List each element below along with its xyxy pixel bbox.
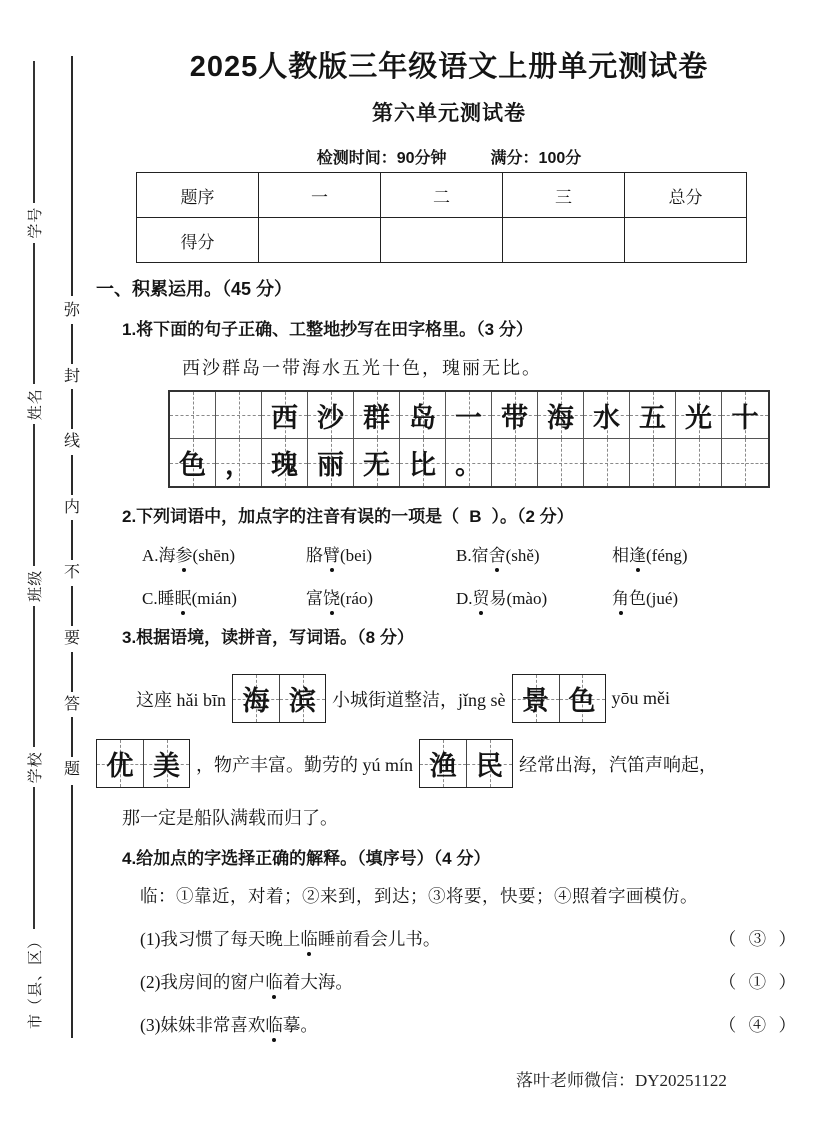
pinyin-answer-box	[419, 739, 513, 788]
q4-sentence: (2)我房间的窗户临着大海。	[140, 972, 353, 992]
tianzige-cell	[354, 392, 400, 439]
q4-sentence: (1)我习惯了每天晚上临睡前看会儿书。	[140, 929, 441, 949]
seal-char: 线	[63, 433, 80, 451]
page-subtitle: 第六单元测试卷	[372, 102, 526, 125]
dotted-char: 角	[612, 589, 629, 608]
seal-char: 内	[63, 498, 80, 516]
student-info-label-number: 学号	[27, 206, 44, 239]
handwritten-char: 光	[685, 402, 712, 433]
footer-note: 落叶老师微信：DY20251122	[516, 1071, 727, 1090]
page-title: 2025人教版三年级语文上册单元测试卷	[189, 51, 709, 83]
fill-in-blank-line	[33, 243, 35, 385]
tianzige-cell	[492, 439, 538, 486]
seal-line-dash	[71, 324, 73, 364]
answer-box-cell	[420, 740, 466, 787]
q4-answer: （ ④ ）	[718, 1015, 800, 1035]
q2-heading-pre: 2.下列词语中，加点字的注音有误的一项是（	[122, 507, 460, 526]
score-table-cell: 题序	[137, 173, 259, 218]
answer-box-cell	[466, 740, 512, 787]
seal-char: 要	[63, 629, 80, 647]
fill-in-blank-line	[33, 787, 35, 929]
handwritten-char: 西	[271, 402, 298, 433]
q2-option-b2: 相逢(féng)	[612, 546, 688, 565]
handwritten-char: 民	[476, 751, 504, 781]
q3-line-3: 那一定是船队满载而归了。	[122, 808, 338, 828]
fill-in-blank-line	[33, 424, 35, 566]
q2-option-c1: C.睡眠(mián)	[142, 589, 237, 608]
answer-box-cell	[279, 675, 325, 722]
tianzige-cell	[308, 392, 354, 439]
handwritten-char: 景	[522, 686, 549, 716]
score-table-empty-cell	[625, 218, 747, 263]
handwritten-char: 五	[639, 402, 666, 433]
tianzige-cell	[446, 439, 492, 486]
q2-option-c2: 富饶(ráo)	[306, 589, 374, 608]
tianzige-cell	[400, 392, 446, 439]
seal-line-dash	[71, 652, 73, 692]
q1-sentence: 西沙群岛一带海水五光十色，瑰丽无比。	[182, 358, 542, 378]
tianzige-cell	[584, 439, 630, 486]
seal-line-dash	[71, 520, 73, 560]
q3-line-2: 优 美 ，物产丰富。勤劳的 yú mín 渔 民 经常出海，汽笛声响起，	[96, 739, 802, 788]
handwritten-char: 优	[106, 751, 134, 781]
handwritten-char: 瑰	[271, 450, 298, 480]
tianzige-grid	[168, 390, 770, 488]
tianzige-cell	[216, 392, 262, 439]
score-table-cell: 得分	[137, 218, 259, 263]
q4-item-2	[96, 969, 802, 994]
handwritten-char: 比	[409, 450, 436, 480]
dotted-char: 临	[300, 929, 318, 949]
q2-heading	[96, 502, 802, 527]
tianzige-cell	[538, 439, 584, 486]
tianzige-cell	[400, 439, 446, 486]
tianzige-cell	[262, 439, 308, 486]
handwritten-char: 色	[568, 686, 596, 716]
seal-char: 题	[63, 761, 80, 779]
student-info-label-city: 市（县、区）	[27, 932, 44, 1029]
q4-item-3	[96, 1012, 802, 1037]
handwritten-char: 渔	[429, 751, 457, 781]
section-heading: 一、积累运用。（45 分）	[96, 279, 293, 299]
tianzige-cell	[262, 392, 308, 439]
seal-line-dash	[71, 586, 73, 626]
answer-box-cell	[233, 675, 279, 722]
seal-line-segment	[71, 56, 73, 296]
handwritten-char: 。	[455, 450, 482, 480]
tianzige-cell	[170, 392, 216, 439]
dotted-char: 舍	[488, 546, 506, 565]
dotted-char: 临	[265, 1015, 283, 1035]
tianzige-cell	[676, 392, 722, 439]
handwritten-char: ，	[225, 450, 252, 480]
handwritten-char	[492, 439, 537, 486]
handwritten-char	[216, 392, 261, 438]
pinyin-answer-box	[512, 674, 606, 723]
handwritten-char: 海	[547, 402, 574, 433]
score-table-empty-cell	[259, 218, 381, 263]
answer-box-cell	[513, 675, 559, 722]
tianzige-cell	[722, 392, 768, 439]
handwritten-char	[630, 439, 675, 486]
handwritten-char: 丽	[317, 450, 344, 480]
exam-full-score: 满分：100分	[490, 150, 582, 167]
handwritten-char: 海	[242, 686, 270, 716]
q2-options	[142, 541, 802, 609]
tianzige-cell	[630, 392, 676, 439]
seal-char: 答	[63, 695, 80, 713]
answer-box-cell	[559, 675, 605, 722]
dotted-char: 逢	[629, 546, 646, 565]
tianzige-cell	[492, 392, 538, 439]
q2-answer: B	[469, 507, 482, 526]
answer-box-cell	[97, 740, 143, 787]
dotted-char: 贸	[472, 589, 490, 608]
fill-in-blank-line	[33, 61, 35, 203]
handwritten-char	[538, 439, 583, 486]
handwritten-char: 无	[363, 450, 390, 480]
score-table-cell: 二	[381, 173, 503, 218]
handwritten-char: 一	[455, 402, 482, 433]
fill-in-blank-line	[33, 606, 35, 748]
q4-definitions: 临：①靠近，对着；②来到，到达；③将要，快要；④照着字画模仿。	[140, 886, 698, 906]
seal-line-dash	[71, 455, 73, 495]
handwritten-char: 水	[593, 402, 620, 433]
student-info-column	[19, 57, 49, 1029]
seal-line-segment	[71, 785, 73, 1038]
handwritten-char: 群	[363, 402, 390, 433]
q4-sentence: (3)妹妹非常喜欢临摹。	[140, 1015, 318, 1035]
tianzige-cell	[354, 439, 400, 486]
seal-char: 封	[63, 367, 80, 385]
handwritten-char: 岛	[409, 402, 436, 433]
dotted-char: 参	[175, 546, 193, 565]
score-table	[136, 172, 747, 263]
handwritten-char	[170, 392, 215, 438]
pinyin-answer-box	[232, 674, 326, 723]
handwritten-char: 十	[731, 402, 759, 433]
exam-time: 检测时间：90分钟	[316, 150, 447, 167]
handwritten-char	[676, 439, 721, 486]
q4-heading: 4.给加点的字选择正确的解释。（填序号）（4 分）	[122, 849, 491, 868]
student-info-label-school: 学校	[27, 751, 44, 784]
q2-option-b1: B.宿舍(shě)	[456, 546, 540, 565]
score-table-empty-cell	[503, 218, 625, 263]
tianzige-cell	[216, 439, 262, 486]
tianzige-cell	[170, 439, 216, 486]
seal-line-dash	[71, 717, 73, 757]
q2-option-d1: D.贸易(mào)	[456, 589, 548, 608]
tianzige-cell	[722, 439, 768, 486]
score-table-cell: 一	[259, 173, 381, 218]
q4-answer: （ ① ）	[718, 972, 800, 992]
q2-option-a2: 胳臂(bei)	[306, 546, 373, 565]
handwritten-char: 滨	[289, 686, 316, 716]
answer-box-cell	[143, 740, 189, 787]
seal-char: 弥	[63, 302, 80, 319]
tianzige-cell	[630, 439, 676, 486]
score-table-empty-cell	[381, 218, 503, 263]
handwritten-char: 美	[153, 751, 180, 781]
tianzige-cell	[538, 392, 584, 439]
q4-answer: （ ③ ）	[718, 929, 800, 949]
dotted-char: 臂	[323, 546, 340, 565]
student-info-label-name: 姓名	[27, 388, 44, 421]
q3-heading: 3.根据语境，读拼音，写词语。（8 分）	[122, 628, 414, 647]
seal-line	[63, 56, 81, 1038]
q2-heading-suf: ）。（2 分）	[491, 507, 574, 526]
handwritten-char: 色	[179, 450, 206, 480]
score-table-cell: 总分	[625, 173, 747, 218]
student-info-label-class: 班级	[27, 569, 44, 602]
score-table-header-row	[137, 173, 747, 218]
tianzige-cell	[584, 392, 630, 439]
pinyin-answer-box	[96, 739, 190, 788]
q1-heading: 1.将下面的句子正确、工整地抄写在田字格里。（3 分）	[122, 320, 533, 339]
dotted-char: 饶	[323, 589, 340, 608]
dotted-char: 临	[265, 972, 283, 992]
seal-char: 不	[63, 564, 80, 582]
handwritten-char: 带	[501, 402, 528, 433]
score-table-score-row	[137, 218, 747, 263]
q2-option-d2: 角色(jué)	[612, 589, 679, 608]
dotted-char: 眠	[174, 589, 192, 608]
q2-option-a1: A.海参(shēn)	[142, 546, 236, 565]
tianzige-cell	[446, 392, 492, 439]
exam-info-line	[96, 145, 802, 168]
tianzige-cell	[676, 439, 722, 486]
q4-item-1	[96, 926, 802, 951]
score-table-cell: 三	[503, 173, 625, 218]
handwritten-char	[722, 439, 768, 486]
exam-content	[96, 44, 802, 1037]
seal-line-dash	[71, 389, 73, 429]
handwritten-char	[584, 439, 629, 486]
q3-line-1: 这座 hǎi bīn 海 滨 小城街道整洁，jǐng sè 景 色 yōu měi	[96, 674, 802, 723]
handwritten-char: 沙	[317, 402, 344, 433]
tianzige-cell	[308, 439, 354, 486]
